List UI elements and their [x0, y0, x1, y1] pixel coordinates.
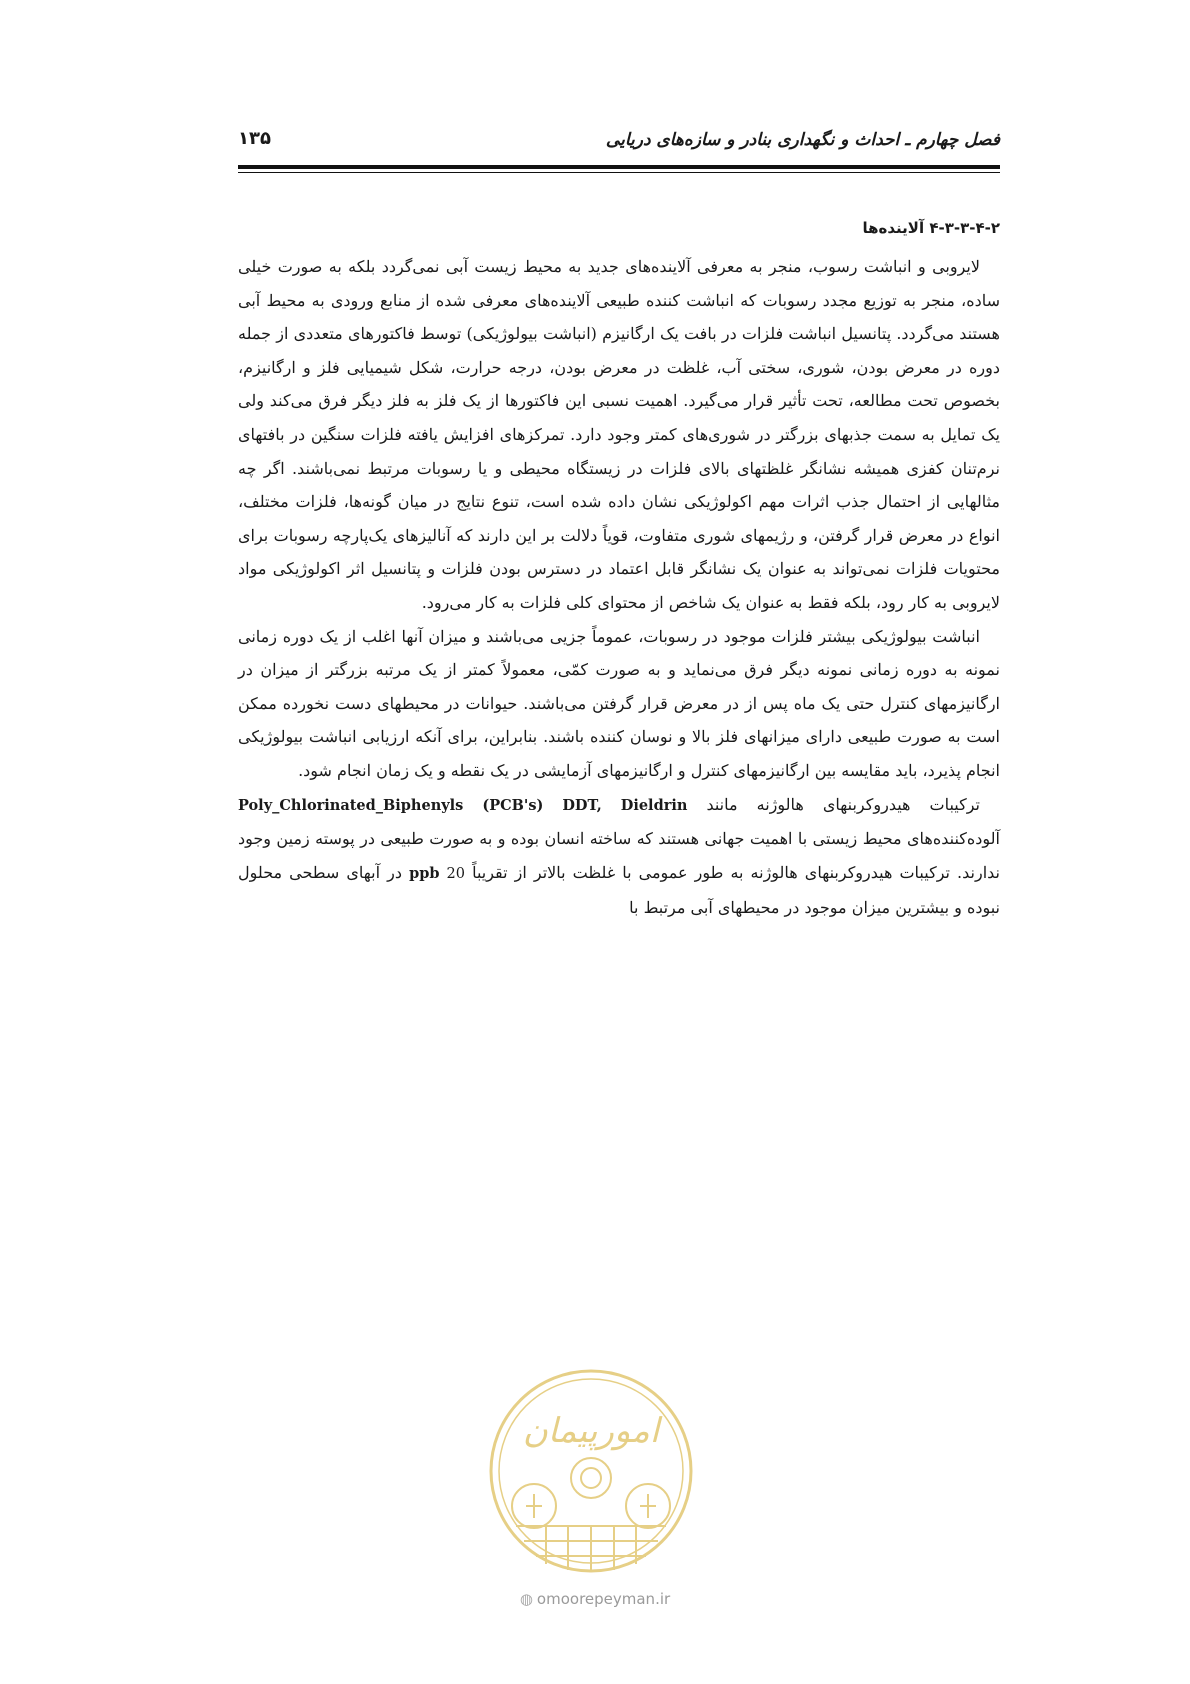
watermark-site-text: omoorepeyman.ir — [536, 1590, 671, 1608]
section-heading: ۴-۳-۳-۴-۲ آلاینده‌ها — [862, 219, 1000, 237]
page-header — [238, 118, 1000, 168]
page-content — [238, 214, 1000, 925]
latin-compound-names: Poly_Chlorinated_Biphenyls (PCB's) DDT, Dieldrin — [238, 796, 688, 814]
paragraph-1: لایروبی و انباشت رسوب، منجر به معرفی آلاینده‌های جدید به محیط زیست آبی نمی‌گردد بلکه به صورت خیلی ساده، منجر به توزیع مجدد رسوبات که انباشت کننده طبیعی آلاینده‌های معرفی شده از منابع ورودی به محیط آبی هستند می‌گردد. پتانسیل انباشت فلزات در بافت یک ارگانیزم (انباشت بیولوژیکی) توسط فاکتورهای متعددی از جمله دوره در معرض بودن، شوری، سختی آب، غلظت در معرض بودن، درجه حرارت، شکل شیمیایی فلز و ارگانیزم، بخصوص تحت مطالعه، تحت تأثیر قرار می‌گیرد. اهمیت نسبی این فاکتورها از یک فلز به فلز دیگر فرق می‌کند ولی یک تمایل به سمت جذبهای بزرگتر در شوری‌های کمتر وجود دارد. تمرکزهای افزایش یافته فلزات سنگین در بافتهای نرم‌تنان کفزی همیشه نشانگر غلظتهای بالای فلزات در زیستگاه محیطی و یا رسوبات مرتبط نمی‌باشند. اگر چه مثالهایی از احتمال جذب اثرات مهم اکولوژیکی نشان داده شده است، تنوع نتایج در میان گونه‌ها، فلزات مختلف، انواع در معرض قرار گرفتن، و رژیمهای شوری متفاوت، قویاً دلالت بر این دارند که آنالیزهای یک‌پارچه رسوبات برای محتویات فلزات نمی‌تواند به عنوان یک نشانگر قابل اعتماد در دسترس بودن فلزات و پتانسیل اثر اکولوژیکی مواد لایروبی به کار رود، بلکه فقط به عنوان یک شاخص از محتوای کلی فلزات به کار می‌رود. — [238, 257, 1001, 612]
watermark-logo-text: امورپیمان — [522, 1411, 660, 1451]
chapter-title: فصل چهارم ـ احداث و نگهداری بنادر و سازه‌های دریایی — [605, 130, 1000, 150]
paragraph-3-mid: آلوده‌کننده‌های محیط زیستی با اهمیت جهانی هستند که ساخته انسان بوده و به صورت طبیعی در پوسته زمین وجود ندارند. ترکیبات هیدروکربنهای هالوژنه به طور عمومی با غلظت بالاتر از تقریباً — [238, 829, 1000, 882]
paragraph-3-end: در آبهای سطحی محلول نبوده و بیشترین میزان موجود در محیطهای آبی مرتبط با — [238, 862, 1000, 918]
publisher-watermark-logo — [486, 1366, 696, 1576]
concentration-unit: ppb — [409, 864, 440, 882]
watermark-website — [0, 1590, 1190, 1608]
page-number: ۱۳۵ — [238, 128, 271, 149]
paragraph-2: انباشت بیولوژیکی بیشتر فلزات موجود در رسوبات، عموماً جزیی می‌باشند و میزان آنها اغلب از یک دوره زمانی نمونه به دوره زمانی نمونه دیگر فرق می‌نماید و به صورت کمّی، معمولاً کمتر از یک مرتبه بزرگتر از میزان در ارگانیزمهای کنترل حتی یک ماه پس از در معرض قرار گرفتن می‌باشند. حیوانات در محیطهای دست نخورده ممکن است به صورت طبیعی دارای میزانهای فلز بالا و نوسان کننده باشند. بنابراین، برای آنکه ارزیابی انباشت بیولوژیکی انجام پذیرد، باید مقایسه بین ارگانیزمهای کنترل و ارگانیزمهای آزمایشی در یک نقطه و یک زمان انجام شود. — [238, 626, 1000, 780]
globe-icon: ◍ — [519, 1590, 533, 1608]
header-rule-thick — [238, 165, 1000, 169]
concentration-value: 20 — [446, 865, 465, 882]
paragraph-3 — [238, 788, 1000, 925]
header-rule-thin — [238, 172, 1000, 173]
paragraph-3-intro: ترکیبات هیدروکربنهای هالوژنه مانند — [706, 794, 981, 814]
